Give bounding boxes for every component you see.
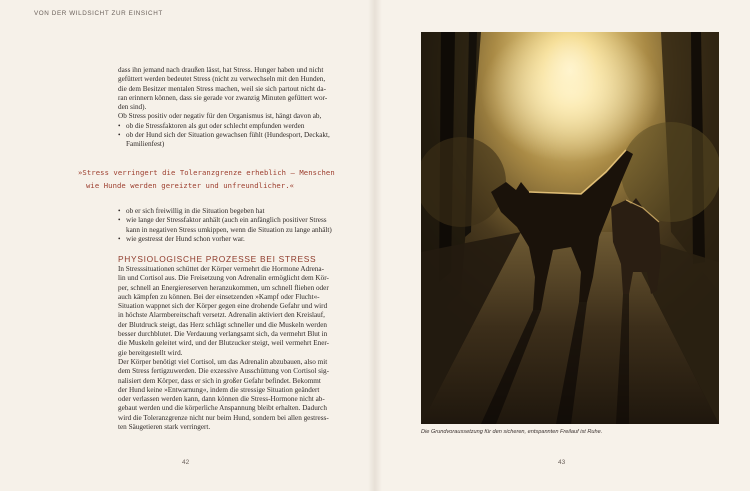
bullet-line: wie lange der Stressfaktor anhält (auch ein anfänglich positiver Stress [126,216,327,225]
intro-line: dass ihn jemand nach draußen lässt, hat Stress. Hunger haben und nicht [118,66,324,74]
body-line: gie bereitgestellt wird. [118,348,183,357]
body-line: Der Körper benötigt viel Cortisol, um das Adrenalin abzubauen, also mit [118,357,328,366]
body-line: dem Stress fertigzuwerden. Die exzessive Ausschüttung von Cortisol sig- [118,367,329,376]
bullet-icon: • [118,234,121,243]
page-number-right: 43 [558,459,566,466]
running-head: VON DER WILDSICHT ZUR EINSICHT [34,10,163,17]
bullet-line: wie gestresst der Hund schon vorher war. [126,234,245,243]
bullet-icon: • [118,207,121,215]
quote-line: wie Hunde werden gereizter und unfreundlicher.« [86,181,295,190]
intro-line: ran erinnern können, dass sie gerade vor zwanzig Minuten gefüttert wor- [118,93,328,102]
body-line: auch kämpfen zu können. Bei der einsetzenden »Kampf oder Flucht«- [118,292,320,301]
body-line: der Hund keine »Entwarnung«, indem die stressige Situation geändert [118,385,320,394]
body-line: Situation wappnet sich der Körper gegen eine drohende Gefahr und wird [118,302,328,311]
intro-line: Ob Stress positiv oder negativ für den Organismus ist, hängt davon ab, [118,112,322,121]
bullet-item [118,216,343,235]
two-dogs-photo [421,32,719,424]
book-gutter [368,0,382,491]
bullet-item [118,131,343,150]
body-line: besser durchblutet. Die Verdauung verlangsamt sich, da vermehrt Blut in [118,330,328,339]
bullet-line: ob die Stressfaktoren als gut oder schlecht empfunden werden [126,121,305,130]
photo-caption: Die Grundvoraussetzung für den sicheren, entspannten Freilauf ist Ruhe. [421,429,603,435]
bullet-list [118,207,343,244]
body-line: per, schnell an Energiereserven heranzukommen, um schnell fliehen oder [118,283,329,292]
bullet-line: ob der Hund sich der Situation gewachsen fühlt (Hundesport, Deckakt, [126,131,330,140]
bullet-line: kann in negativen Stress umkippen, wenn die Situation zu lange anhält) [126,225,332,234]
bullet-line: ob er sich freiwillig in die Situation begeben hat [126,207,265,215]
bullet-item [118,207,343,216]
bullet-item [118,122,343,131]
body-line: der Blutdruck steigt, das Herz schlägt schneller und die Muskeln werden [118,320,327,329]
body-text [118,265,343,432]
body-line: gebaut werden und die körperliche Anspannung bleibt erhalten. Dadurch [118,404,327,413]
intro-line: die dem Besitzer mentalen Stress machen, weil sie sich partout nicht da- [118,84,326,93]
bullet-icon: • [118,121,121,130]
body-line: In Stresssituationen schüttet der Körper vermehrt die Hormone Adrena- [118,265,324,273]
body-line: oder verlassen werden kann, dann können die Stress-Hormone nicht ab- [118,395,325,404]
body-line: in höchste Alarmbereitschaft versetzt. Adrenalin aktiviert den Kreislauf, [118,311,325,320]
page-number-left: 42 [182,459,190,466]
bullet-icon: • [118,131,121,140]
photo-illustration [421,32,719,424]
body-line: die Muskeln geleitet wird, und der Blutzucker steigt, weil vermehrt Ener- [118,339,330,348]
quote-line: »Stress verringert die Toleranzgrenze erheblich – Menschen [78,168,335,177]
body-line: wird die Toleranzgrenze nicht nur beim Hund, sondern bei allen gestress- [118,413,329,422]
intro-line: den sind). [118,103,147,112]
pull-quote [78,166,363,192]
body-line: ten Säugetieren stark verringert. [118,423,211,432]
body-line: lin und Cortisol aus. Die Freisetzung von Adrenalin ermöglicht dem Kör- [118,274,329,283]
section-heading: PHYSIOLOGISCHE PROZESSE BEI STRESS [118,254,317,264]
bullet-icon: • [118,216,121,225]
intro-line: gefüttert werden bedeutet Stress (nicht zu verwechseln mit den Hunden, [118,75,326,84]
body-line: nalisiert dem Körper, dass er sich in großer Gefahr befindet. Bekommt [118,376,321,385]
intro-text [118,66,343,150]
bullet-line: Familienfest) [126,140,165,149]
bullet-item [118,235,343,244]
